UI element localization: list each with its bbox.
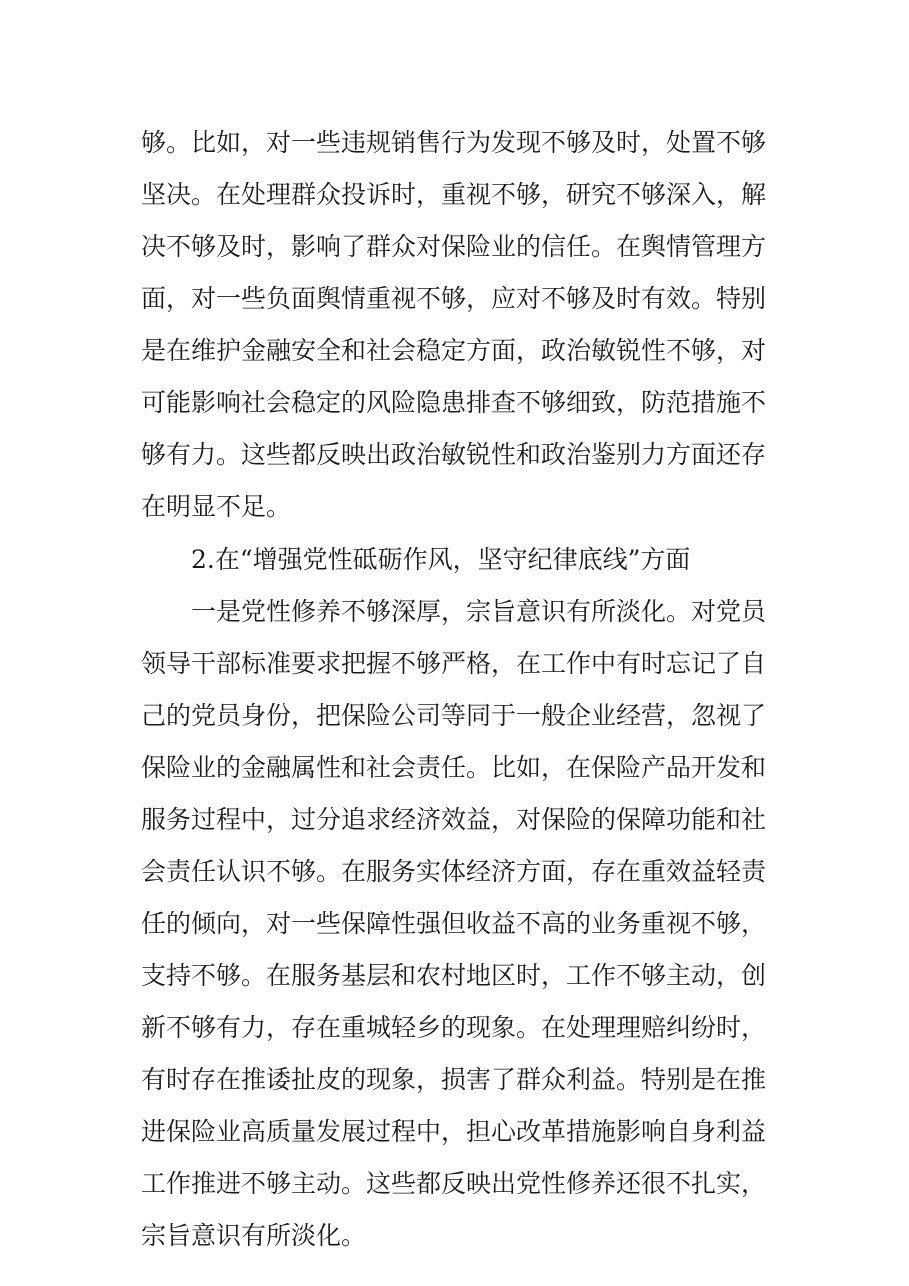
- text-line: 宗旨意识有所淡化。: [141, 1221, 367, 1250]
- text-line: 坚决。在处理群众投诉时，重视不够，研究不够深入，解: [141, 180, 767, 209]
- text-line: 有时存在推诿扯皮的现象，损害了群众利益。特别是在推: [141, 1065, 767, 1094]
- text-line: 保险业的金融属性和社会责任。比如，在保险产品开发和: [141, 753, 767, 782]
- text-line: 新不够有力，存在重城轻乡的现象。在处理理赔纠纷时，: [141, 1013, 767, 1042]
- text-line: 决不够及时，影响了群众对保险业的信任。在舆情管理方: [141, 232, 767, 261]
- text-line: 会责任认识不够。在服务实体经济方面，存在重效益轻责: [141, 857, 767, 886]
- text-line: 任的倾向，对一些保障性强但收益不高的业务重视不够，: [141, 909, 767, 938]
- text-line: 在明显不足。: [141, 492, 292, 521]
- text-line: 领导干部标准要求把握不够严格，在工作中有时忘记了自: [141, 649, 767, 678]
- text-line: 面，对一些负面舆情重视不够，应对不够及时有效。特别: [141, 284, 767, 313]
- section-heading: 2.在“增强党性砥砺作风，坚守纪律底线”方面: [191, 545, 691, 574]
- paragraph-first-line: 一是党性修养不够深厚，宗旨意识有所淡化。对党员: [191, 597, 767, 626]
- text-line: 工作推进不够主动。这些都反映出党性修养还很不扎实，: [141, 1169, 767, 1198]
- text-line: 可能影响社会稳定的风险隐患排查不够细致，防范措施不: [141, 388, 767, 417]
- text-line: 服务过程中，过分追求经济效益，对保险的保障功能和社: [141, 805, 767, 834]
- text-line: 己的党员身份，把保险公司等同于一般企业经营，忽视了: [141, 701, 767, 730]
- text-line: 够。比如，对一些违规销售行为发现不够及时，处置不够: [141, 128, 767, 157]
- text-line: 够有力。这些都反映出政治敏锐性和政治鉴别力方面还存: [141, 440, 767, 469]
- text-line: 进保险业高质量发展过程中，担心改革措施影响自身利益: [141, 1117, 767, 1146]
- text-line: 是在维护金融安全和社会稳定方面，政治敏锐性不够，对: [141, 336, 767, 365]
- text-line: 支持不够。在服务基层和农村地区时，工作不够主动，创: [141, 961, 767, 990]
